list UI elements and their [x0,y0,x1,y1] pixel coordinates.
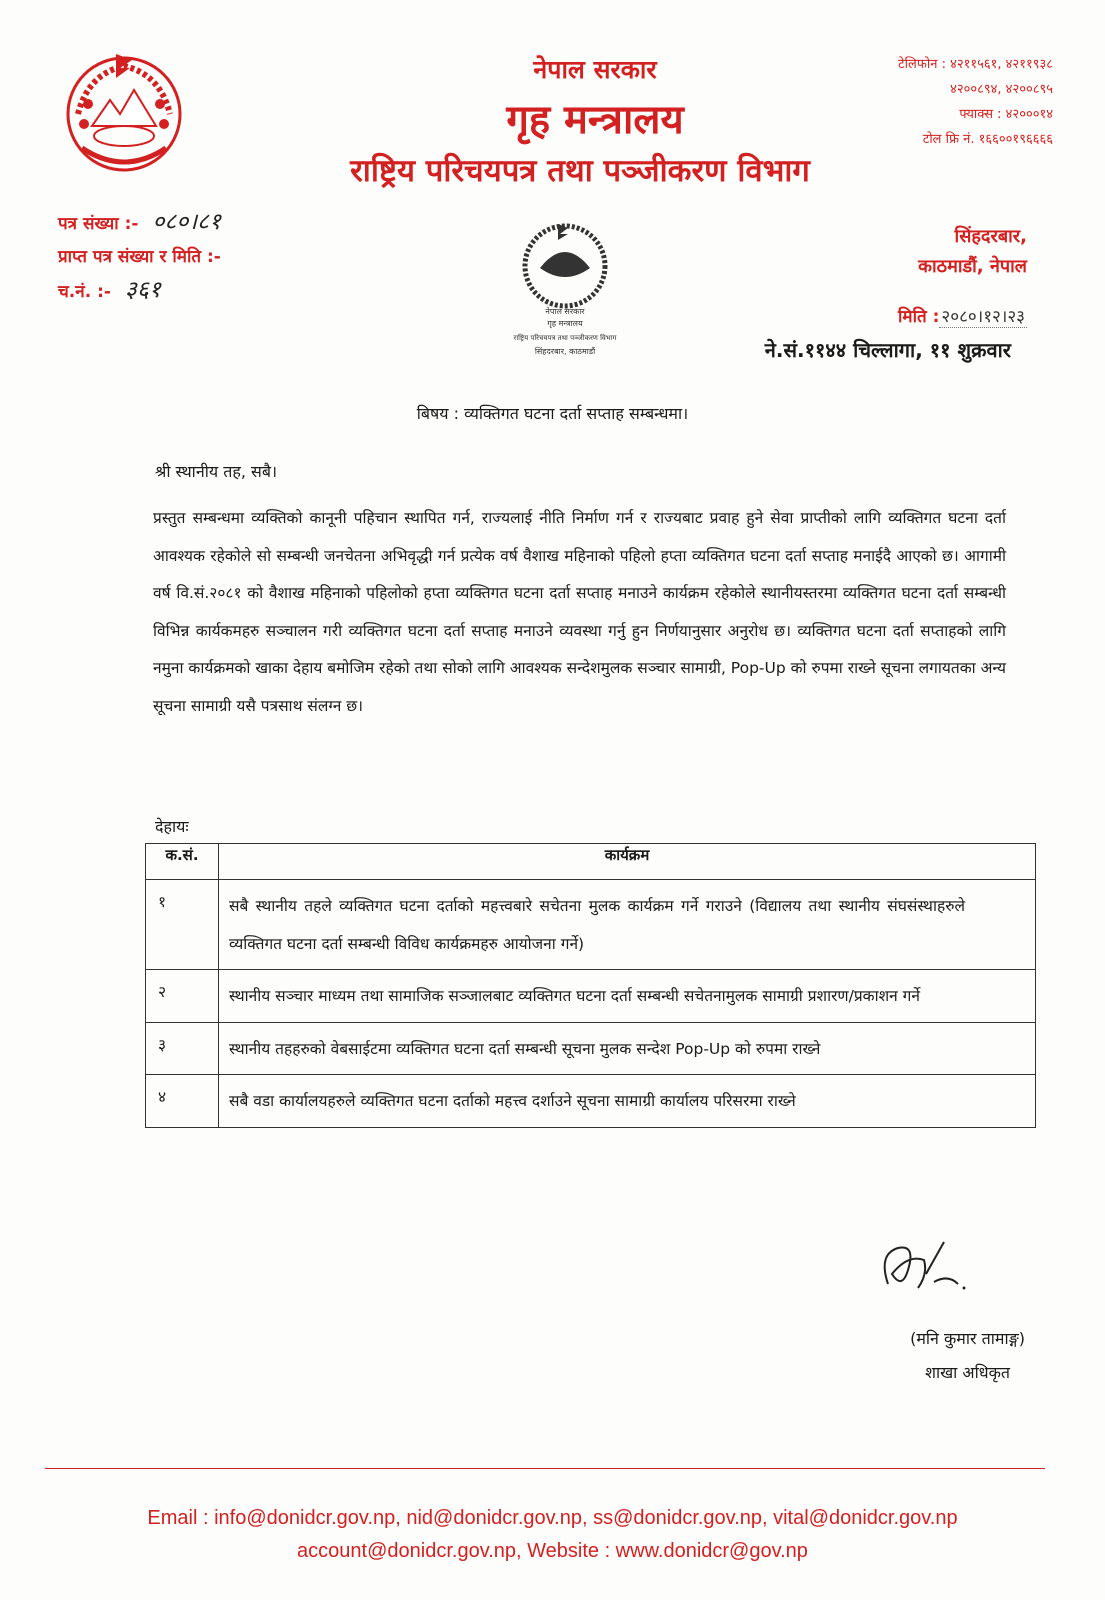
signatory [910,1322,1025,1390]
footer-website: account@donidcr.gov.np, Website : www.donidcr@gov.np [297,1540,808,1562]
department-name: राष्ट्रिय परिचयपत्र तथा पञ्जीकरण विभाग [350,153,810,189]
contact-telephone: टेलिफोन : ४२११५६१, ४२११९३८ [898,57,1053,72]
stamp-line-4: सिंहदरबार, काठमाडौं [534,347,596,356]
row-serial: ३ [146,1022,219,1075]
row-program: स्थानीय तहहरुको वेबसाईटमा व्यक्तिगत घटना दर्ता सम्बन्धी सूचना मुलक सन्देश Pop-Up को रुपमा राख्ने [219,1022,1036,1075]
ministry-name: गृह मन्त्रालय [506,97,684,143]
letter-salutation: श्री स्थानीय तह, सबै। [155,462,278,481]
letter-no-value: ०८०।८१ [152,209,221,235]
office-address [918,222,1027,282]
handwritten-signature [868,1234,978,1314]
footer-contacts [0,1502,1105,1568]
row-program: स्थानीय सञ्चार माध्यम तथा सामाजिक सञ्जालबाट व्यक्तिगत घटना दर्ता सम्बन्धी सचेतनामुलक सामाग्री प्रशारण/प्रकाशन गर्ने [219,970,1036,1023]
table-header-row [146,844,1036,880]
column-header-program: कार्यक्रम [219,844,1036,880]
nepal-coat-of-arms-emblem [58,44,190,176]
reference-block [58,206,221,309]
table-row [146,970,1036,1023]
row-serial: १ [146,880,219,970]
date-value: २०८०।१२।२३ [941,307,1025,327]
stamp-line-3: राष्ट्रिय परिचयपत्र तथा पञ्जीकरण विभाग [513,334,617,342]
nepal-sambat-date: ने.सं.११४४ चिल्लागा, ११ शुक्रवार [764,338,1011,362]
table-row [146,1022,1036,1075]
column-header-sn: क.सं. [146,844,219,880]
contact-toll-free: टोल फ्रि नं. १६६००१९६६६६ [922,132,1053,147]
stamp-line-2: गृह मन्त्रालय [547,319,583,328]
table-row [146,1075,1036,1128]
contact-info [898,52,1053,152]
signer-title: शाखा अधिकृत [925,1363,1011,1382]
date-label: मिति : [898,307,940,327]
list-heading: देहायः [155,817,189,836]
dispatch-no-value: ३६१ [124,277,161,303]
row-serial: ४ [146,1075,219,1128]
address-line-2: काठमाडौं, नेपाल [918,256,1027,277]
contact-telephone-2: ४२००८९४, ४२००८९५ [950,82,1053,97]
letter-subject: बिषय : व्यक्तिगत घटना दर्ता सप्ताह सम्बन्धमा। [416,404,689,423]
letter-no-label: पत्र संख्या :- [58,214,139,234]
letterhead-title [200,52,900,191]
program-table [145,843,1036,1128]
table-row [146,880,1036,970]
row-program: सबै स्थानीय तहले व्यक्तिगत घटना दर्ताको महत्त्वबारे सचेतना मुलक कार्यक्रम गर्ने गराउने (विद्यालय तथा स्थानीय संघसंस्थाहरुले व्यक्तिगत घटना दर्ता सम्बन्धी विविध कार्यक्रमहरु आयोजना गर्ने) [219,880,1036,970]
footer-emails: Email : info@donidcr.gov.np, nid@donidcr.gov.np, ss@donidcr.gov.np, vital@donidcr.gov.np [147,1507,958,1529]
stamp-line-1: नेपाल सरकार [545,307,585,316]
signer-name: (मनि कुमार तामाङ्ग) [910,1329,1025,1348]
government-name: नेपाल सरकार [533,55,657,84]
address-line-1: सिंहदरबार, [954,226,1027,247]
row-program: सबै वडा कार्यालयहरुले व्यक्तिगत घटना दर्ताको महत्त्व दर्शाउने सूचना सामाग्री कार्यालय परिसरमा राख्ने [219,1075,1036,1128]
footer-divider [45,1468,1045,1469]
contact-fax: फ्याक्स : ४२०००१४ [959,107,1053,122]
letter-date [898,304,1027,327]
received-letter-label: प्राप्त पत्र संख्या र मिति :- [58,247,221,267]
office-stamp [480,206,650,376]
letter-body: प्रस्तुत सम्बन्धमा व्यक्तिको कानूनी पहिचान स्थापित गर्न, राज्यलाई नीति निर्माण गर्न र राज्यबाट प्रवाह हुने सेवा प्राप्तीको लागि व्यक्तिगत घटना दर्ता आवश्यक रहेकोले सो सम्बन्धी जनचेतना अभिवृद्धी गर्न प्रत्येक वर्ष वैशाख महिनाको पहिलो हप्ता व्यक्तिगत घटना दर्ता सप्ताह मनाईदै आएको छ। आगामी वर्ष वि.सं.२०८१ को वैशाख महिनाको पहिलोको हप्ता व्यक्तिगत घटना दर्ता सप्ताह मनाउने कार्यक्रम रहेकोले स्थानीयस्तरमा व्यक्तिगत घटना दर्ता सम्बन्धी विभिन्न कार्यकमहरु सञ्चालन गरी व्यक्तिगत घटना दर्ता सप्ताह मनाउने व्यवस्था गर्नु हुन निर्णयानुसार अनुरोध छ। व्यक्तिगत घटना दर्ता सप्ताहको लागि नमुना कार्यक्रमको खाका देहाय बमोजिम रहेको तथा सोको लागि आवश्यक सन्देशमुलक सञ्चार सामाग्री, Pop-Up को रुपमा राख्ने सूचना लगायतका अन्य सूचना सामाग्री यसै पत्रसाथ संलग्न छ। [153,509,1006,715]
dispatch-no-label: च.नं. :- [58,282,111,302]
row-serial: २ [146,970,219,1023]
